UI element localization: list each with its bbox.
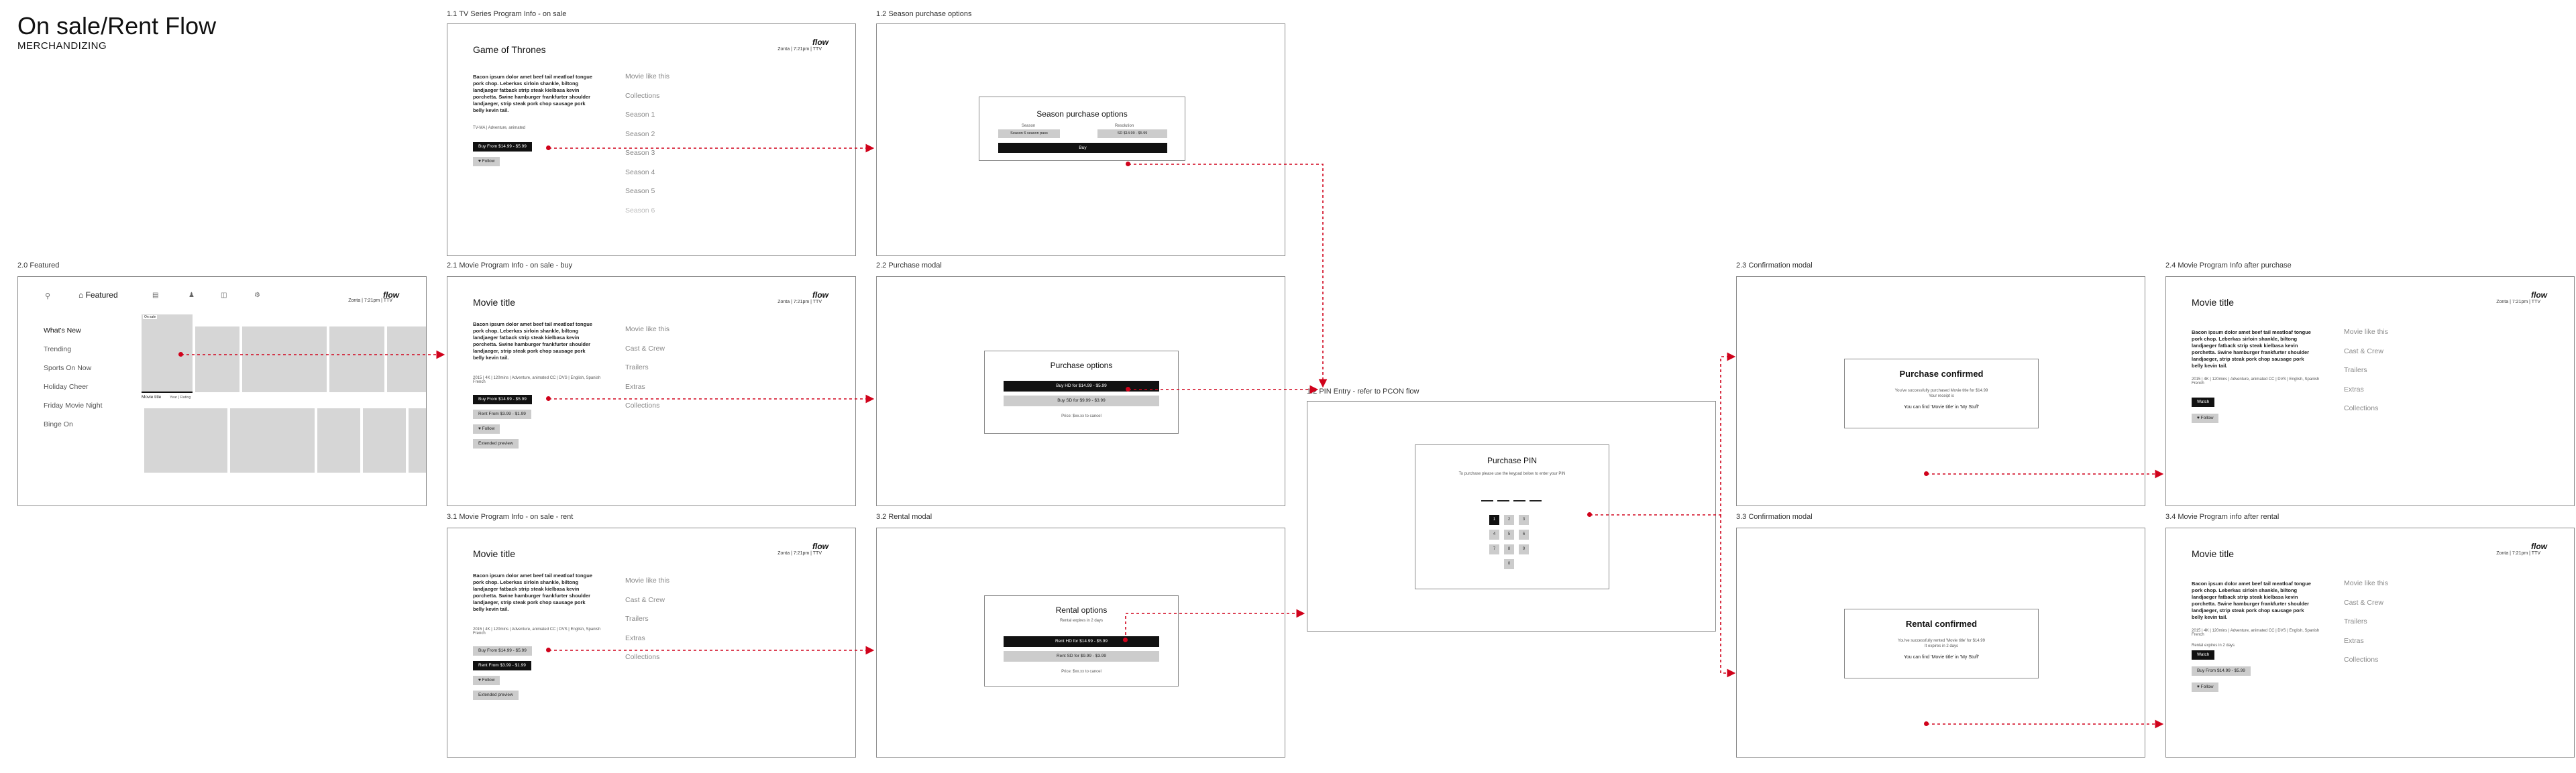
program-title: Movie title xyxy=(473,297,516,308)
hotspot-dot xyxy=(546,396,551,401)
menu-item[interactable]: Collections xyxy=(625,653,660,661)
hotspot-dot xyxy=(1587,512,1592,517)
menu-item[interactable]: Extras xyxy=(625,634,645,642)
key-7[interactable]: 7 xyxy=(1489,544,1499,554)
status-meta: Zonta | 7:21pm | TTV xyxy=(777,47,822,52)
follow-button[interactable]: ♥ Follow xyxy=(2192,414,2218,423)
watch-button[interactable]: Watch xyxy=(2192,398,2214,407)
modal-note: Price: $xx.xx to cancel xyxy=(1061,414,1102,418)
confirmation-text: You've successfully rented 'Movie title' for $14.99 xyxy=(1898,639,1985,643)
menu-item[interactable]: Movie like this xyxy=(2344,328,2388,336)
rent-hd-button[interactable]: Rent HD for $14.99 - $5.99 xyxy=(1004,636,1159,647)
hotspot-dot xyxy=(546,648,551,652)
rent-button[interactable]: Rent From $3.99 - $1.99 xyxy=(473,661,531,670)
page-title: On sale/Rent Flow xyxy=(17,12,217,40)
program-tags: 2015 | 4K | 120mins | Adventure, animated CC | DVS | English, Spanish French xyxy=(473,628,601,636)
program-description: Bacon ipsum dolor amet beef tail meatloaf tongue pork chop. Leberkas sirloin shankle, biltong landjaeger fatback strip steak kielbasa kevin porchetta. Swine hamburger frankfurter shoulder landjaeger, strip steak pork chop sausage pork belly kevin tail. xyxy=(2192,581,2311,620)
hotspot-dot xyxy=(1123,638,1128,642)
connector-pin-to-3-3 xyxy=(1721,515,1733,673)
modal-title: Rental options xyxy=(1055,605,1108,615)
season-label: Season xyxy=(1021,124,1036,128)
key-8[interactable]: 8 xyxy=(1504,544,1514,554)
grid-icon[interactable]: ▤ xyxy=(152,292,159,299)
caption-2-3: 2.3 Confirmation modal xyxy=(1736,261,1813,270)
buy-sd-button[interactable]: Buy SD for $9.99 - $3.99 xyxy=(1004,396,1159,406)
key-2[interactable]: 2 xyxy=(1504,515,1514,525)
confirmation-text: You've successfully purchased Movie title for $14.99 xyxy=(1894,389,1988,393)
menu-item[interactable]: Cast & Crew xyxy=(625,595,665,604)
rent-button[interactable]: Rent From $3.99 - $1.99 xyxy=(473,410,531,419)
caption-2-2: 2.2 Purchase modal xyxy=(876,261,942,270)
menu-item[interactable]: Movie like this xyxy=(2344,579,2388,587)
key-6[interactable]: 6 xyxy=(1519,530,1529,540)
follow-button[interactable]: ♥ Follow xyxy=(473,676,500,685)
program-description: Bacon ipsum dolor amet beef tail meatloaf tongue pork chop. Leberkas sirloin shankle, biltong landjaeger fatback strip steak kielbasa kevin porchetta. Swine hamburger frankfurter shoulder landjaeger, strip steak pork chop sausage pork belly kevin tail. xyxy=(2192,329,2311,369)
menu-item[interactable]: Movie like this xyxy=(625,325,669,333)
menu-item[interactable]: Season 2 xyxy=(625,129,655,138)
confirmation-sub: It expires in 2 days xyxy=(1924,644,1959,648)
program-title: Movie title xyxy=(2192,548,2235,559)
program-title: Game of Thrones xyxy=(473,44,546,55)
extended-preview-button[interactable]: Extended preview xyxy=(473,691,519,700)
menu-item[interactable]: Trailers xyxy=(625,615,649,623)
key-5[interactable]: 5 xyxy=(1504,530,1514,540)
menu-item[interactable]: Movie like this xyxy=(625,577,669,585)
buy-button[interactable]: Buy From $14.99 - $5.99 xyxy=(473,142,532,152)
menu-item[interactable]: Collections xyxy=(2344,656,2379,664)
confirmation-sub: Your receipt is xyxy=(1929,394,1954,398)
connector-pin-to-2-3 xyxy=(1590,357,1733,515)
menu-binge[interactable]: Binge On xyxy=(44,420,73,428)
rent-sd-button[interactable]: Rent SD for $9.99 - $3.99 xyxy=(1004,651,1159,662)
program-tags: 2015 | 4K | 120mins | Adventure, animated CC | DVS | English, Spanish French xyxy=(2192,629,2320,637)
menu-item[interactable]: Cast & Crew xyxy=(625,344,665,353)
flow-logo: flow xyxy=(383,290,399,300)
caption-2-0: 2.0 Featured xyxy=(17,261,60,270)
follow-button[interactable]: ♥ Follow xyxy=(2192,682,2218,692)
page-subtitle: MERCHANDIZING xyxy=(17,40,107,52)
hotspot-dot xyxy=(1924,721,1929,726)
modal-title: Purchase PIN xyxy=(1487,456,1538,465)
menu-item[interactable]: Season 6 xyxy=(625,206,655,215)
resolution-select[interactable]: SD $14.99 - $5.99 xyxy=(1097,129,1167,138)
hotspot-dot xyxy=(546,145,551,150)
menu-item[interactable]: Collections xyxy=(625,91,660,100)
menu-item[interactable]: Trailers xyxy=(2344,617,2367,626)
tile-meta: Year | Rating xyxy=(170,396,191,400)
menu-item[interactable]: Trailers xyxy=(625,363,649,371)
menu-holiday[interactable]: Holiday Cheer xyxy=(44,383,89,391)
confirmation-note: You can find 'Movie title' in 'My Stuff' xyxy=(1904,405,1979,410)
program-tags: 2015 | 4K | 120mins | Adventure, animated CC | DVS | English, Spanish French xyxy=(2192,377,2320,385)
menu-friday[interactable]: Friday Movie Night xyxy=(44,402,103,410)
user-icon[interactable]: ♟ xyxy=(189,292,195,299)
menu-item[interactable]: Cast & Crew xyxy=(2344,347,2383,355)
caption-3-2: 3.2 Rental modal xyxy=(876,513,932,521)
on-sale-badge: On sale xyxy=(144,315,156,319)
menu-item[interactable]: Extras xyxy=(625,382,645,391)
status-meta: Zonta | 7:21pm | TTV xyxy=(2496,300,2540,304)
nav-featured[interactable]: ⌂ Featured xyxy=(78,290,118,300)
caption-3-1: 3.1 Movie Program Info - on sale - rent xyxy=(447,513,574,521)
settings-icon[interactable]: ⚙ xyxy=(254,292,260,299)
follow-button[interactable]: ♥ Follow xyxy=(473,157,500,166)
menu-sports[interactable]: Sports On Now xyxy=(44,364,92,372)
menu-item[interactable]: Season 1 xyxy=(625,111,655,119)
extended-preview-button[interactable]: Extended preview xyxy=(473,439,519,449)
key-3[interactable]: 3 xyxy=(1519,515,1529,525)
menu-item[interactable]: Extras xyxy=(2344,385,2364,394)
caption-3-3: 3.3 Confirmation modal xyxy=(1736,513,1813,521)
buy-button[interactable]: Buy From $14.99 - $5.99 xyxy=(2192,666,2251,676)
search-icon[interactable]: ⚲ xyxy=(45,292,51,300)
modal-title: Purchase options xyxy=(1050,361,1113,370)
buy-button[interactable]: Buy From $14.99 - $5.99 xyxy=(473,646,532,656)
status-meta: Zonta | 7:21pm | TTV xyxy=(348,298,392,303)
program-title: Movie title xyxy=(2192,297,2235,308)
resolution-label: Resolution xyxy=(1114,124,1134,128)
pin-instructions: To purchase please use the keypad below to enter your PIN xyxy=(1458,472,1566,476)
hotspot-dot xyxy=(178,352,183,357)
rental-expiry-note: Rental expires in 2 days xyxy=(2192,644,2235,648)
menu-item[interactable]: Cast & Crew xyxy=(2344,598,2383,607)
program-description: Bacon ipsum dolor amet beef tail meatloaf tongue pork chop. Leberkas sirloin shankle, biltong landjaeger fatback strip steak kielbasa kevin porchetta. Swine hamburger frankfurter shoulder landjaeger, strip steak pork chop sausage pork belly kevin tail. xyxy=(473,74,592,113)
caption-3-4: 3.4 Movie Program info after rental xyxy=(2165,513,2279,521)
menu-item[interactable]: Collections xyxy=(2344,404,2379,412)
caption-2-4: 2.4 Movie Program Info after purchase xyxy=(2165,261,2292,270)
status-meta: Zonta | 7:21pm | TTV xyxy=(777,300,822,304)
menu-item[interactable]: Movie like this xyxy=(625,72,669,80)
connector-3-2-to-pin xyxy=(1126,613,1303,640)
menu-item[interactable]: Season 3 xyxy=(625,149,655,157)
menu-trending[interactable]: Trending xyxy=(44,345,72,353)
season-select[interactable]: Season 6 season pass xyxy=(998,129,1060,138)
modal-title: Season purchase options xyxy=(1036,109,1128,119)
watch-button[interactable]: Watch xyxy=(2192,650,2214,660)
connector-1-2-to-pin xyxy=(1128,164,1323,385)
confirmation-note: You can find 'Movie title' in 'My Stuff' xyxy=(1904,655,1979,660)
flow-logo: flow xyxy=(812,542,828,551)
status-meta: Zonta | 7:21pm | TTV xyxy=(2496,551,2540,556)
key-4[interactable]: 4 xyxy=(1489,530,1499,540)
nav-featured-label: Featured xyxy=(85,290,118,300)
menu-item[interactable]: Collections xyxy=(625,402,660,410)
caption-1-2: 1.2 Season purchase options xyxy=(876,10,972,18)
caption-2-1: 2.1 Movie Program Info - on sale - buy xyxy=(447,261,573,270)
season-buy-button[interactable]: Buy xyxy=(998,143,1167,153)
follow-button[interactable]: ♥ Follow xyxy=(473,424,500,434)
buy-button[interactable]: Buy From $14.99 - $5.99 xyxy=(473,395,532,404)
modal-note: Price: $xx.xx to cancel xyxy=(1061,670,1102,674)
flow-logo: flow xyxy=(2531,542,2547,551)
hotspot-dot xyxy=(1126,162,1130,166)
rental-expiry: Rental expires in 2 days xyxy=(1059,619,1104,623)
modal-title: Rental confirmed xyxy=(1905,619,1978,629)
flow-logo: flow xyxy=(812,290,828,300)
menu-whats-new[interactable]: What's New xyxy=(44,326,81,335)
status-meta: Zonta | 7:21pm | TTV xyxy=(777,551,822,556)
caption-pin: 1.2 PIN Entry - refer to PCON flow xyxy=(1307,388,1419,396)
program-description: Bacon ipsum dolor amet beef tail meatloaf tongue pork chop. Leberkas sirloin shankle, biltong landjaeger fatback strip steak kielbasa kevin porchetta. Swine hamburger frankfurter shoulder landjaeger, strip steak pork chop sausage pork belly kevin tail. xyxy=(473,321,592,361)
program-title: Movie title xyxy=(473,548,516,559)
key-9[interactable]: 9 xyxy=(1519,544,1529,554)
hotspot-dot xyxy=(1126,387,1130,392)
key-0[interactable]: 0 xyxy=(1504,559,1514,569)
tile-title: Movie title xyxy=(142,395,162,400)
buy-hd-button[interactable]: Buy HD for $14.99 - $5.99 xyxy=(1004,381,1159,392)
program-tags: 2015 | 4K | 120mins | Adventure, animated CC | DVS | English, Spanish French xyxy=(473,376,601,384)
menu-item[interactable]: Season 5 xyxy=(625,187,655,195)
menu-item[interactable]: Extras xyxy=(2344,636,2364,645)
caption-1-1: 1.1 TV Series Program Info - on sale xyxy=(447,10,567,18)
menu-item[interactable]: Trailers xyxy=(2344,366,2367,374)
key-1[interactable]: 1 xyxy=(1489,515,1499,525)
flow-logo: flow xyxy=(812,38,828,47)
store-icon[interactable]: ◫ xyxy=(221,292,227,299)
program-tags: TV-MA | Adventure, animated xyxy=(473,126,525,130)
program-description: Bacon ipsum dolor amet beef tail meatloaf tongue pork chop. Leberkas sirloin shankle, biltong landjaeger fatback strip steak kielbasa kevin porchetta. Swine hamburger frankfurter shoulder landjaeger, strip steak pork chop sausage pork belly kevin tail. xyxy=(473,573,592,612)
flow-logo: flow xyxy=(2531,290,2547,300)
menu-item[interactable]: Season 4 xyxy=(625,168,655,176)
modal-title: Purchase confirmed xyxy=(1899,369,1984,379)
hotspot-dot xyxy=(1924,471,1929,476)
